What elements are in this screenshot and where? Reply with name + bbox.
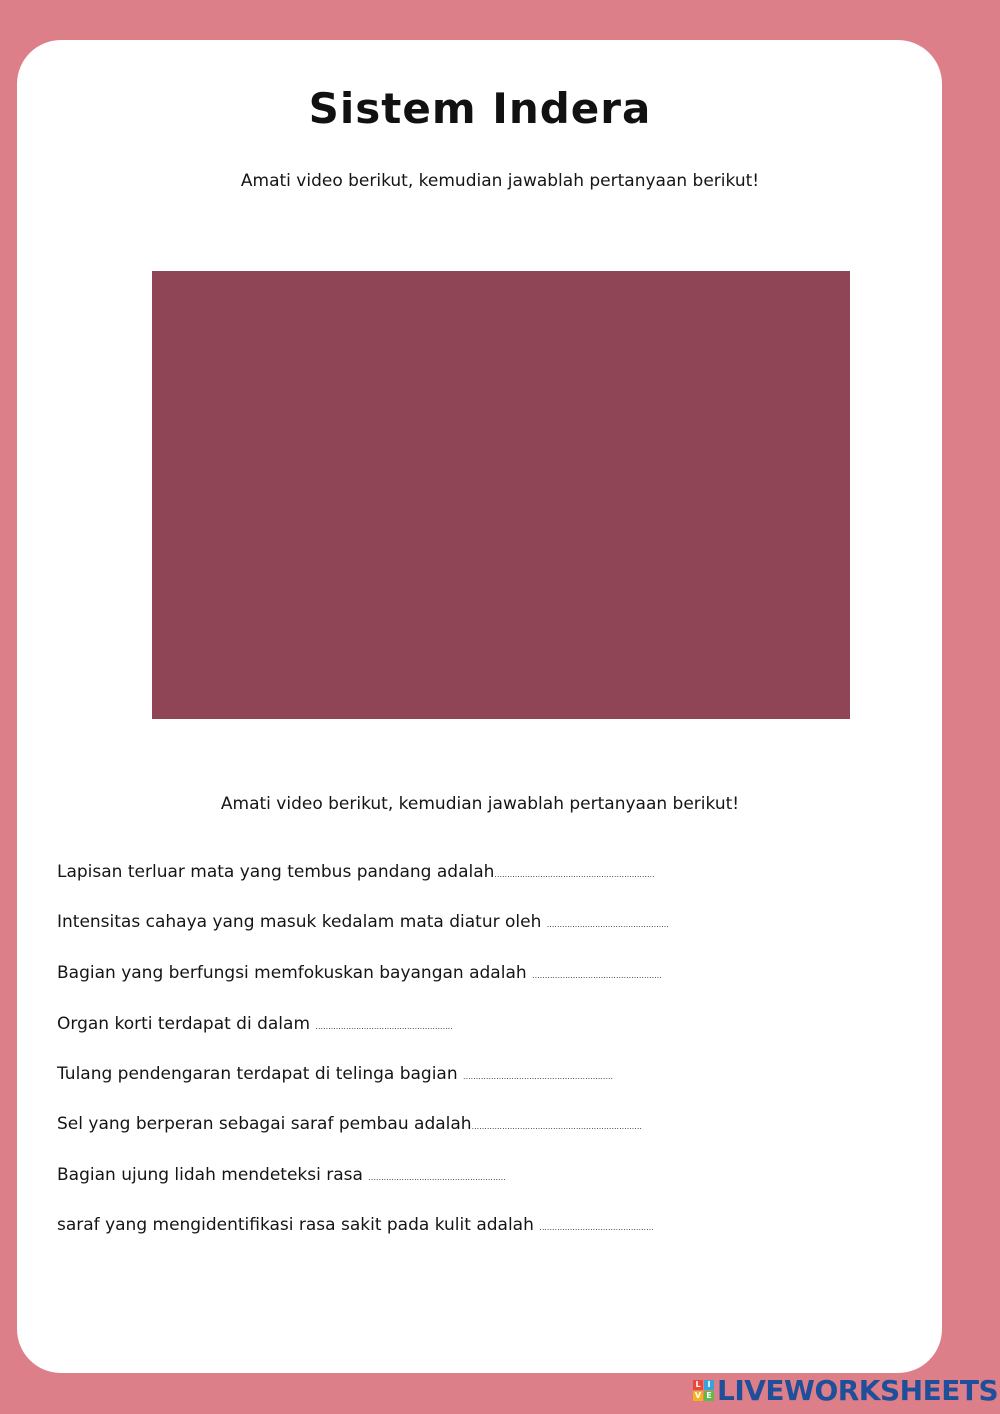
liveworksheets-logo: [693, 1374, 998, 1406]
question-2: [57, 912, 669, 932]
question-1-text: Lapisan terluar mata yang tembus pandang adalah: [57, 862, 495, 882]
instruction-middle: Amati video berikut, kemudian jawablah pertanyaan berikut!: [220, 794, 740, 814]
question-5-text: Tulang pendengaran terdapat di telinga bagian: [57, 1064, 464, 1084]
logo-letter-4: E: [704, 1391, 714, 1401]
question-6: [57, 1114, 642, 1134]
question-3-text: Bagian yang berfungsi memfokuskan bayangan adalah: [57, 963, 533, 983]
worksheet-title: Sistem Indera: [308, 84, 652, 133]
logo-letter-2: I: [704, 1380, 714, 1390]
question-5: [57, 1064, 613, 1084]
instruction-top: Amati video berikut, kemudian jawablah pertanyaan berikut!: [240, 171, 760, 191]
answer-blank-2[interactable]: ................................................: [546, 920, 669, 929]
answer-blank-8[interactable]: .............................................: [539, 1223, 654, 1232]
answer-blank-3[interactable]: ...................................................: [532, 971, 662, 980]
question-7-text: Bagian ujung lidah mendeteksi rasa: [57, 1165, 369, 1185]
question-4-text: Organ korti terdapat di dalam: [57, 1014, 316, 1034]
logo-text: LIVEWORKSHEETS: [717, 1373, 999, 1407]
question-7: [57, 1165, 506, 1185]
question-6-text: Sel yang berperan sebagai saraf pembau adalah: [57, 1114, 472, 1134]
logo-mark-icon: [693, 1380, 714, 1401]
answer-blank-1[interactable]: ...............................................................: [494, 870, 655, 879]
answer-blank-6[interactable]: ...................................................................: [471, 1122, 642, 1131]
question-1: [57, 862, 655, 882]
answer-blank-4[interactable]: ......................................................: [315, 1022, 453, 1031]
question-2-text: Intensitas cahaya yang masuk kedalam mata diatur oleh: [57, 912, 547, 932]
question-4: [57, 1014, 453, 1034]
logo-letter-1: L: [693, 1380, 703, 1390]
video-placeholder[interactable]: [152, 271, 850, 719]
answer-blank-5[interactable]: ...........................................................: [463, 1072, 614, 1081]
question-8-text: saraf yang mengidentifikasi rasa sakit pada kulit adalah: [57, 1215, 540, 1235]
logo-letter-3: V: [694, 1390, 702, 1400]
answer-blank-7[interactable]: ......................................................: [368, 1173, 506, 1182]
question-3: [57, 963, 662, 983]
question-8: [57, 1215, 654, 1235]
